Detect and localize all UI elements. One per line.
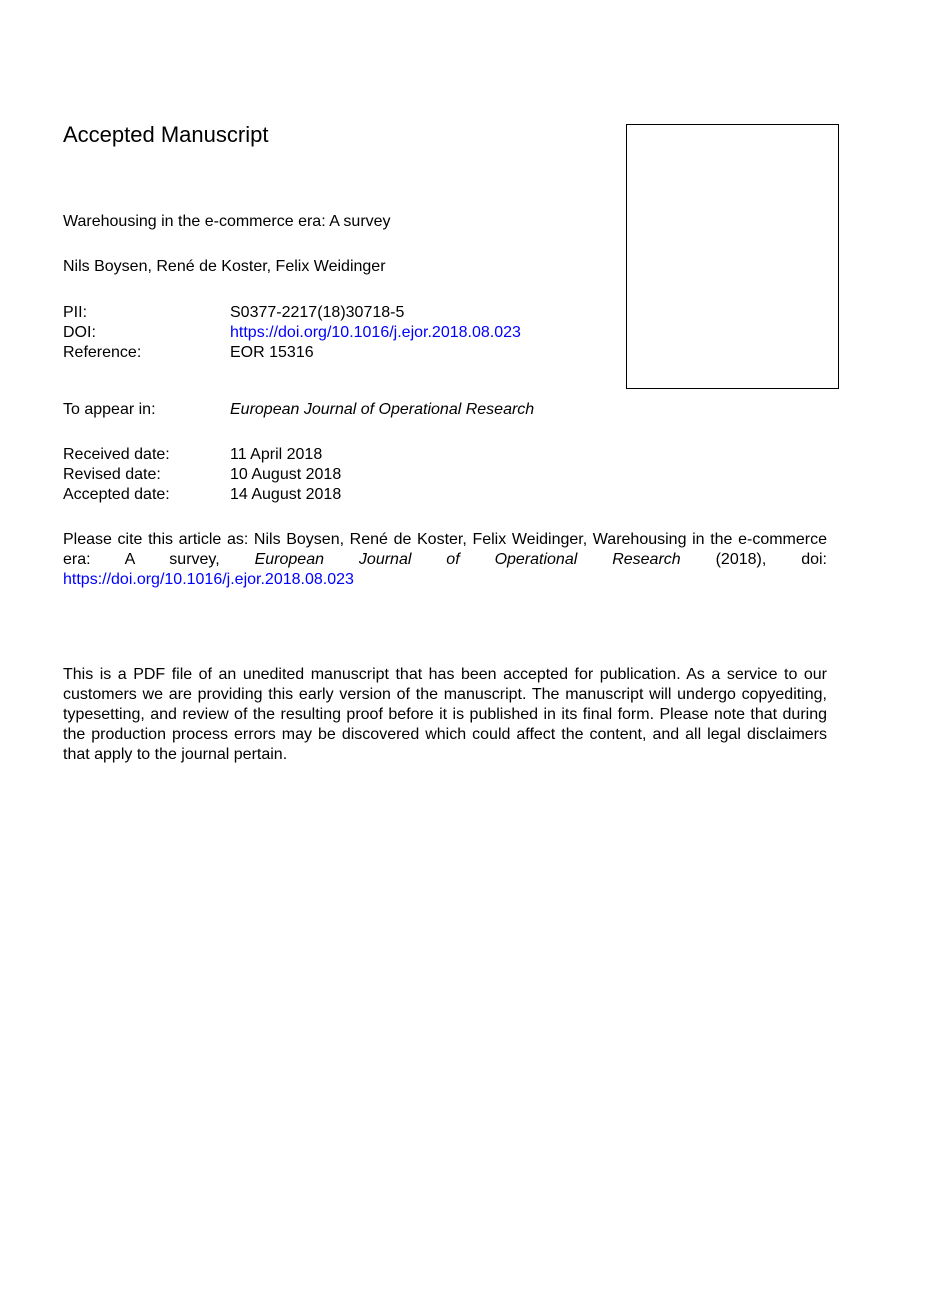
received-date-value: 11 April 2018 xyxy=(230,446,323,463)
cover-image-placeholder xyxy=(626,124,839,389)
journal-name: European Journal of Operational Research xyxy=(230,401,535,418)
article-title: Warehousing in the e-commerce era: A survey xyxy=(63,213,391,230)
accepted-date-value: 14 August 2018 xyxy=(230,486,342,503)
revised-date-label: Revised date: xyxy=(63,466,161,483)
received-date-label: Received date: xyxy=(63,446,170,463)
to-appear-label: To appear in: xyxy=(63,401,156,418)
reference-label: Reference: xyxy=(63,344,142,361)
citation-doi-link[interactable]: https://doi.org/10.1016/j.ejor.2018.08.023 xyxy=(63,571,354,588)
citation-suffix: (2018), doi: xyxy=(680,551,827,568)
accepted-date-label: Accepted date: xyxy=(63,486,170,503)
citation-journal: European Journal of Operational Research xyxy=(254,551,681,568)
revised-date-value: 10 August 2018 xyxy=(230,466,342,483)
pii-value: S0377-2217(18)30718-5 xyxy=(230,304,405,321)
citation-prefix: Please cite this article as: Nils Boysen, René de Koster, Felix Weidinger, Warehousing in the e-commerce era: A survey, xyxy=(63,531,827,568)
reference-value: EOR 15316 xyxy=(230,344,314,361)
doi-link[interactable]: https://doi.org/10.1016/j.ejor.2018.08.023 xyxy=(230,324,521,341)
pii-label: PII: xyxy=(63,304,88,321)
accepted-manuscript-heading: Accepted Manuscript xyxy=(63,122,269,147)
article-authors: Nils Boysen, René de Koster, Felix Weidinger xyxy=(63,258,386,275)
citation-paragraph xyxy=(63,530,827,590)
doi-label: DOI: xyxy=(63,324,96,341)
manuscript-notice: This is a PDF file of an unedited manuscript that has been accepted for publication. As a service to our customers we are providing this early version of the manuscript. The manuscript will undergo copyediting, typesetting, and review of the resulting proof before it is published in its final form. Please note that during the production process errors may be discovered which could affect the content, and all legal disclaimers that apply to the journal pertain. xyxy=(63,666,827,763)
